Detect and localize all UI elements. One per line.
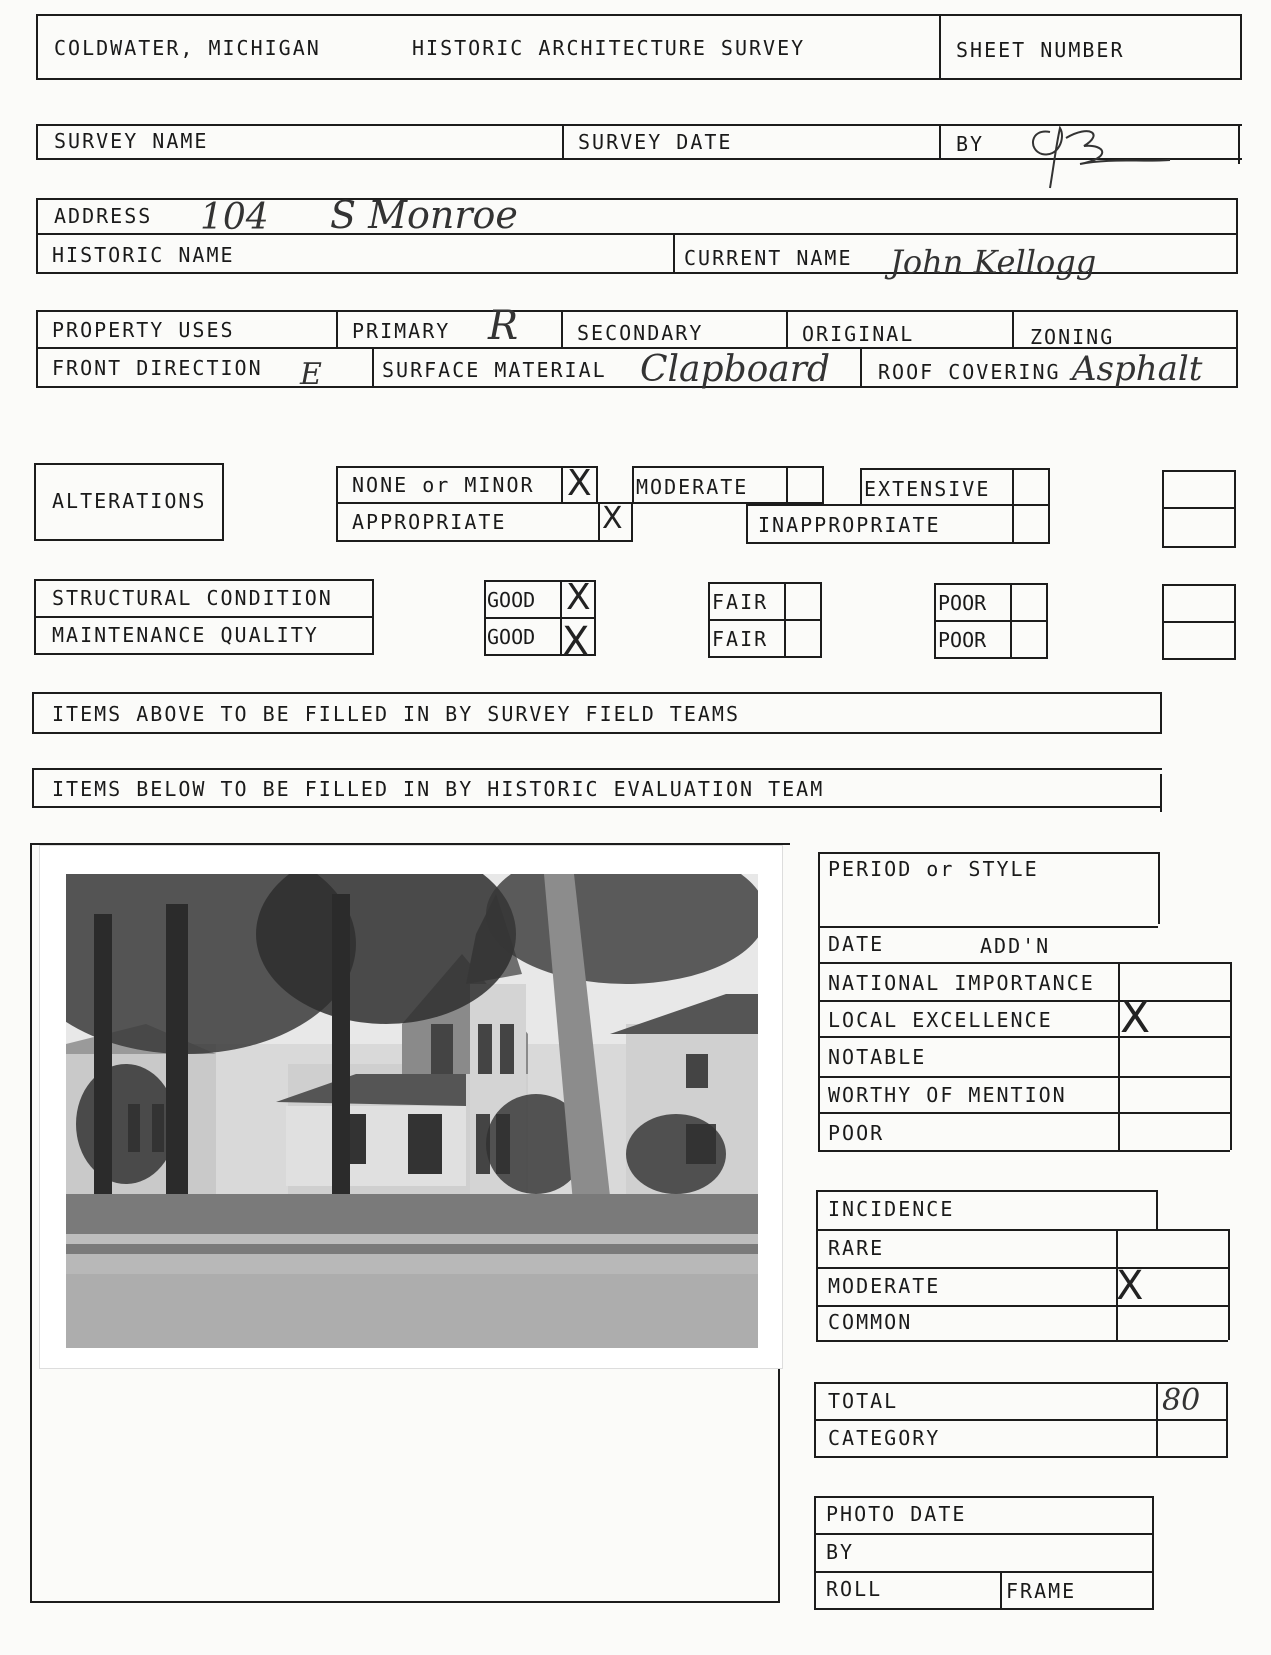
uses-div-6 [860, 347, 862, 388]
lower-frame-left [30, 843, 32, 1603]
front-direction-value: E [300, 357, 322, 392]
inc-line-3 [816, 1305, 1228, 1307]
structural-condition-label: STRUCTURAL CONDITION [52, 586, 333, 610]
incidence-label: INCIDENCE [828, 1197, 955, 1221]
inc-left [816, 1190, 818, 1340]
house-photo-illustration [66, 874, 758, 1348]
alterations-score-box [1162, 470, 1236, 548]
poor-check-div [1010, 583, 1012, 659]
roof-covering-value: Asphalt [1072, 349, 1203, 389]
inc-moderate-label: MODERATE [828, 1274, 941, 1298]
photo-date-label: PHOTO DATE [826, 1502, 967, 1526]
notes-below-right-tick [1160, 774, 1162, 812]
eval-date-line [818, 926, 1158, 928]
primary-value: R [488, 303, 519, 349]
header-divider [939, 14, 941, 80]
moderate-alt-label: MODERATE [636, 475, 749, 499]
appropriate-check-div [598, 502, 600, 542]
alterations-score-line [1162, 507, 1236, 509]
frame-label: FRAME [1006, 1579, 1077, 1603]
structural-good-mark: X [566, 577, 591, 618]
date-label: DATE [828, 932, 885, 956]
current-name-label: CURRENT NAME [684, 246, 853, 270]
eval-score-div-2 [1230, 962, 1232, 1150]
city-label: COLDWATER, MICHIGAN [54, 36, 321, 60]
eval-line-2 [818, 1000, 1230, 1002]
uses-div-3 [786, 310, 788, 347]
notes-above-text: ITEMS ABOVE TO BE FILLED IN BY SURVEY FIELD TEAMS [52, 702, 741, 726]
inc-moderate-mark: X [1116, 1263, 1144, 1309]
period-style-label: PERIOD or STYLE [828, 857, 1039, 881]
roll-label: ROLL [826, 1577, 883, 1601]
alterations-label: ALTERATIONS [52, 489, 207, 513]
totals-div [1156, 1382, 1158, 1458]
lower-frame-right [778, 1360, 780, 1603]
original-label: ORIGINAL [802, 322, 915, 346]
notable-label: NOTABLE [828, 1045, 927, 1069]
fair-line [708, 619, 822, 621]
extensive-label: EXTENSIVE [864, 477, 991, 501]
uses-div-1 [336, 310, 338, 347]
survey-date-label: SURVEY DATE [578, 130, 733, 154]
lower-frame-bottom [30, 1601, 778, 1603]
inc-top [816, 1190, 1158, 1192]
survey-name-label: SURVEY NAME [54, 129, 209, 153]
eval-right-upper [1158, 852, 1160, 924]
eval-score-div-1 [1118, 962, 1120, 1150]
appropriate-label: APPROPRIATE [352, 510, 507, 534]
none-minor-check-div [561, 466, 563, 504]
fair-check-div [784, 582, 786, 658]
secondary-label: SECONDARY [577, 321, 704, 345]
inappropriate-label: INAPPROPRIATE [758, 513, 941, 537]
house-photograph [66, 874, 758, 1348]
front-direction-label: FRONT DIRECTION [52, 356, 263, 380]
by-label: BY [956, 132, 985, 156]
address-label: ADDRESS [54, 204, 153, 228]
eval-top [818, 852, 1158, 854]
structural-good-label: GOOD [487, 588, 536, 612]
extensive-check-div [1012, 468, 1014, 506]
inc-line-2 [816, 1267, 1228, 1269]
structural-poor-label: POOR [938, 591, 987, 615]
rare-label: RARE [828, 1236, 885, 1260]
photo-info-line-2 [814, 1571, 1154, 1573]
condition-label-line [34, 616, 374, 618]
structural-fair-label: FAIR [712, 590, 769, 614]
inappropriate-check-div [1012, 504, 1014, 544]
property-uses-label: PROPERTY USES [52, 318, 235, 342]
total-value: 80 [1162, 1383, 1201, 1418]
none-minor-mark: X [567, 463, 592, 504]
total-label: TOTAL [828, 1389, 899, 1413]
surface-material-value: Clapboard [640, 349, 831, 390]
current-name-divider [673, 233, 675, 274]
photo-info-line-1 [814, 1533, 1154, 1535]
maintenance-good-label: GOOD [487, 625, 536, 649]
eval-line-1 [818, 962, 1230, 964]
local-excellence-label: LOCAL EXCELLENCE [828, 1008, 1053, 1032]
category-label: CATEGORY [828, 1426, 941, 1450]
totals-line [814, 1419, 1228, 1421]
survey-divider-1 [562, 124, 564, 160]
national-importance-label: NATIONAL IMPORTANCE [828, 971, 1095, 995]
historic-name-label: HISTORIC NAME [52, 243, 235, 267]
maintenance-poor-label: POOR [938, 628, 987, 652]
inc-score-div-2 [1228, 1229, 1230, 1340]
condition-score-line [1162, 621, 1236, 623]
roof-covering-label: ROOF COVERING [878, 360, 1061, 384]
maintenance-fair-label: FAIR [712, 627, 769, 651]
common-label: COMMON [828, 1310, 913, 1334]
eval-line-5 [818, 1112, 1230, 1114]
uses-div-5 [372, 347, 374, 388]
inc-line-4 [816, 1340, 1228, 1342]
eval-poor-label: POOR [828, 1121, 885, 1145]
eval-line-4 [818, 1076, 1230, 1078]
photo-by-label: BY [826, 1540, 855, 1564]
zoning-label: ZONING [1030, 325, 1115, 349]
survey-right-tick [1238, 124, 1240, 164]
maintenance-quality-label: MAINTENANCE QUALITY [52, 623, 319, 647]
address-street: S Monroe [330, 193, 518, 237]
eval-line-6 [818, 1150, 1230, 1152]
addn-label: ADD'N [980, 934, 1051, 958]
lower-frame-top [30, 843, 790, 845]
signature-scribble [1020, 118, 1180, 190]
survey-divider-2 [939, 124, 941, 160]
uses-div-2 [561, 310, 563, 347]
address-number: 104 [200, 197, 269, 238]
notes-below-text: ITEMS BELOW TO BE FILLED IN BY HISTORIC EVALUATION TEAM [52, 777, 825, 801]
form-title: HISTORIC ARCHITECTURE SURVEY [412, 36, 806, 60]
appropriate-mark: X [602, 501, 623, 536]
inc-line-1 [816, 1229, 1228, 1231]
local-excellence-mark: X [1120, 992, 1151, 1043]
frame-div [1000, 1571, 1002, 1610]
primary-label: PRIMARY [352, 319, 451, 343]
none-minor-label: NONE or MINOR [352, 473, 535, 497]
surface-material-label: SURFACE MATERIAL [382, 358, 607, 382]
worthy-of-mention-label: WORTHY OF MENTION [828, 1083, 1067, 1107]
maintenance-good-mark: X [562, 619, 590, 665]
poor-line [934, 620, 1048, 622]
inc-right-upper [1156, 1190, 1158, 1230]
current-name-value: John Kellogg [890, 243, 1097, 281]
moderate-alt-check-div [786, 466, 788, 504]
uses-div-4 [1012, 310, 1014, 347]
eval-line-3 [818, 1036, 1230, 1038]
sheet-number-label: SHEET NUMBER [956, 38, 1125, 62]
